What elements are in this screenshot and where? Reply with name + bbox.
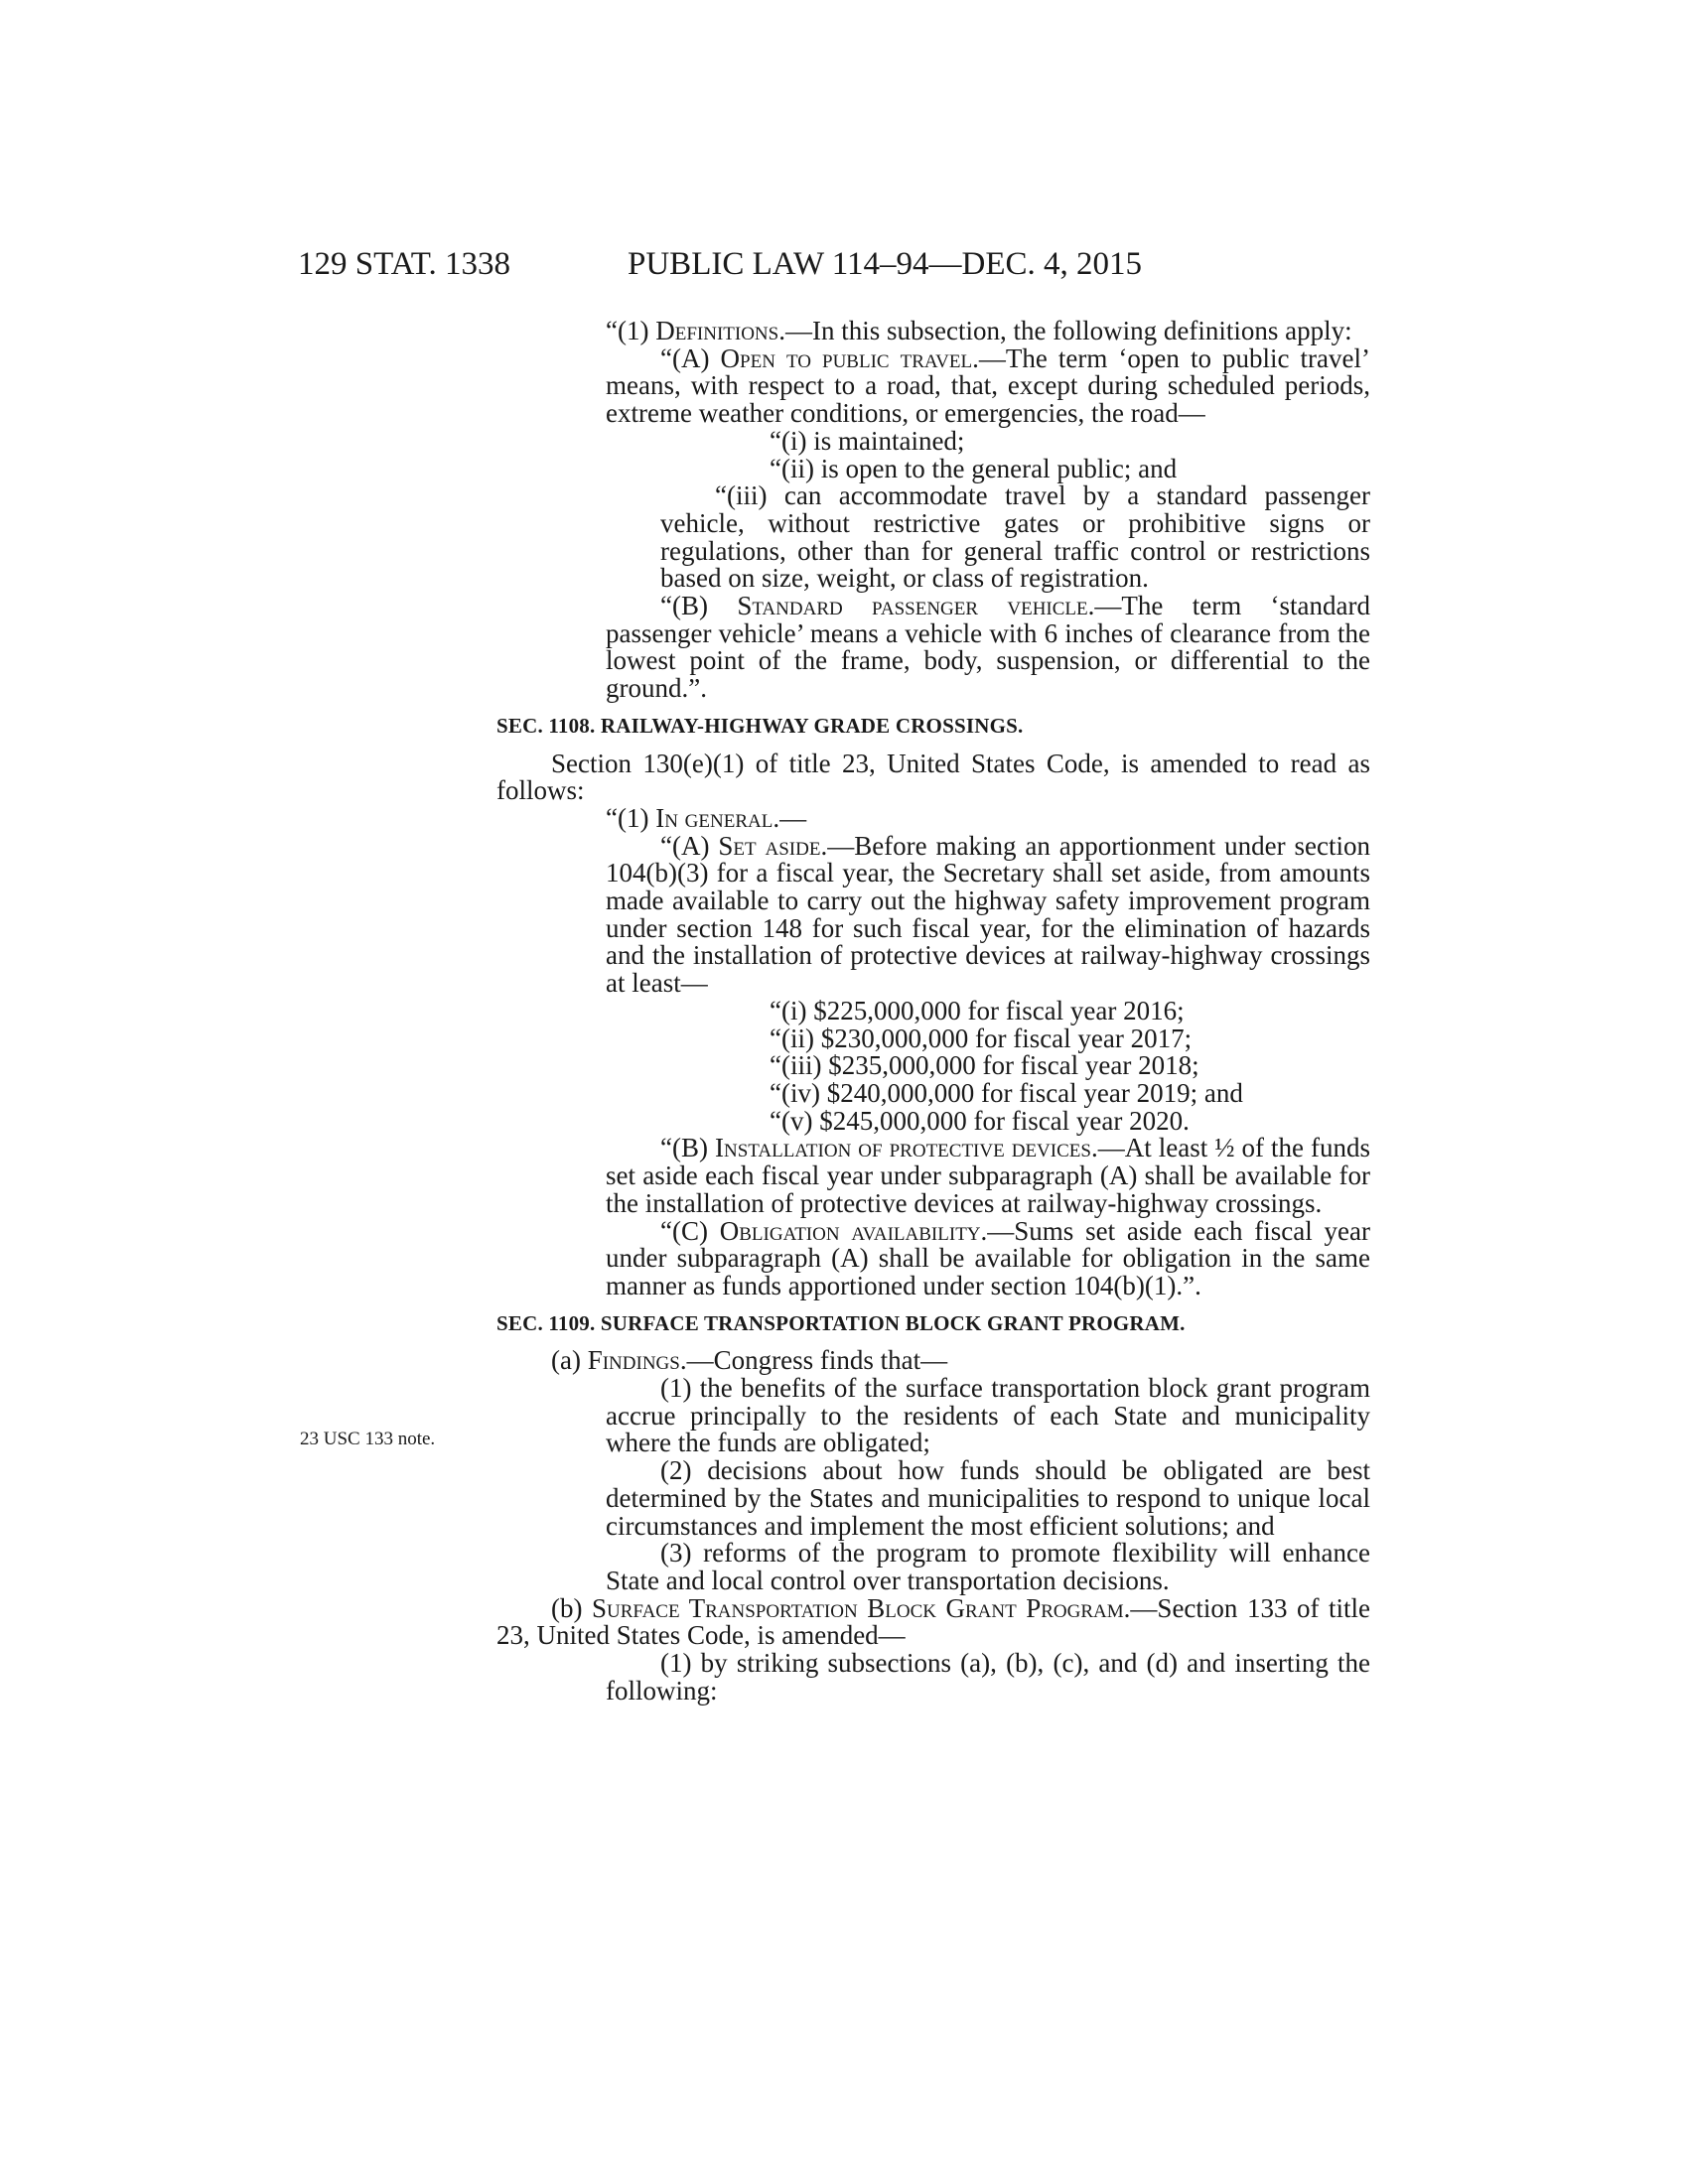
definition-a-iii: “(iii) can accommodate travel by a standard passenger vehicle, without restrictive gates or prohibitive signs or regulations, other than for general traffic control or restrictions based on size, weight, or class of registration.	[660, 480, 1370, 594]
running-head: PUBLIC LAW 114–94—DEC. 4, 2015	[628, 246, 1143, 282]
section-1108-subparagraph-a: “(A) Set aside.—Before making an apportionment under section 104(b)(3) for a fiscal year, the Secretary shall set aside, from amounts made available to carry out the highway safety improvement program under section 148 for such fiscal year, for the elimination of hazards and the installation of protective devices at railway-highway crossings at least—	[606, 830, 1370, 999]
definitions-paragraph: “(1) Definitions.—In this subsection, the following definitions apply:	[606, 316, 1352, 345]
amount-line: “(i) $225,000,000 for fiscal year 2016;	[770, 995, 1185, 1025]
section-1108-subparagraph-c: “(C) Obligation availability.—Sums set aside each fiscal year under subparagraph (A) shall be available for obligation in the same manner as funds apportioned under section 104(b)(1).”.	[606, 1215, 1371, 1300]
finding-2: (2) decisions about how funds should be obligated are best determined by the States and municipalities to respond to unique local circumstances and implement the most efficient solutions; and	[606, 1455, 1370, 1541]
page-header	[0, 246, 1688, 294]
definition-a-ii: “(ii) is open to the general public; and	[770, 453, 1178, 483]
finding-1: (1) the benefits of the surface transportation block grant program accrue principally to the residents of each State and municipality where the funds are obligated;	[606, 1373, 1370, 1458]
section-1108-paragraph-1: “(1) In general.—	[606, 802, 807, 833]
amendment-1: (1) by striking subsections (a), (b), (c), and (d) and inserting the following:	[606, 1648, 1370, 1706]
section-1109-subsection-b: (b) Surface Transportation Block Grant Program.—Section 133 of title 23, United States Code, is amended—	[496, 1592, 1370, 1651]
amount-line: “(v) $245,000,000 for fiscal year 2020.	[770, 1105, 1190, 1136]
document-body	[496, 318, 1370, 1705]
amount-line: “(ii) $230,000,000 for fiscal year 2017;	[770, 1023, 1193, 1053]
amount-line: “(iii) $235,000,000 for fiscal year 2018;	[770, 1050, 1199, 1081]
section-heading-1109: SEC. 1109. SURFACE TRANSPORTATION BLOCK GRANT PROGRAM.	[496, 1310, 1186, 1335]
definition-a-i: “(i) is maintained;	[770, 425, 965, 456]
definition-a: “(A) Open to public travel.—The term ‘open to public travel’ means, with respect to a road, that, except during scheduled periods, extreme weather conditions, or emergencies, the road—	[606, 342, 1371, 429]
section-1108-intro: Section 130(e)(1) of title 23, United States Code, is amended to read as follows:	[496, 748, 1370, 806]
amount-line: “(iv) $240,000,000 for fiscal year 2019; and	[770, 1077, 1243, 1108]
section-1109-findings: (a) Findings.—Congress finds that—	[551, 1345, 948, 1376]
section-heading-1108: SEC. 1108. RAILWAY-HIGHWAY GRADE CROSSINGS.	[496, 713, 1024, 738]
definition-b: “(B) Standard passenger vehicle.—The term ‘standard passenger vehicle’ means a vehicle with 6 inches of clearance from the lowest point of the frame, body, suspension, or differential to the ground.”.	[606, 591, 1370, 704]
finding-3: (3) reforms of the program to promote flexibility will enhance State and local control over transportation decisions.	[606, 1538, 1370, 1595]
section-1108-subparagraph-b: “(B) Installation of protective devices.—At least ½ of the funds set aside each fiscal year under subparagraph (A) shall be available for the installation of protective devices at railway-highway crossings.	[606, 1133, 1371, 1218]
statute-page-number: 129 STAT. 1338	[298, 246, 511, 282]
margin-note: 23 USC 133 note.	[300, 1429, 436, 1449]
